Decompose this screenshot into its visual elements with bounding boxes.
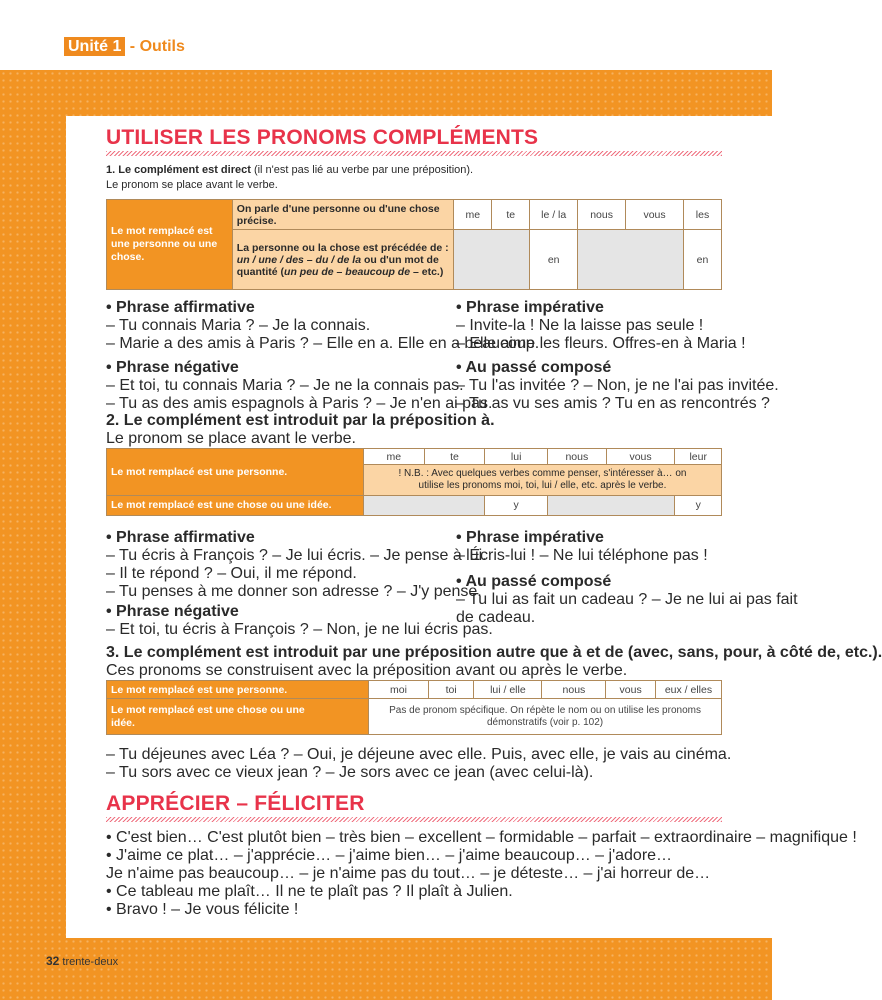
line2-a: La personne ou la chose est précédée de : [236, 241, 449, 254]
line2-d: un peu de – beaucoup de [284, 265, 411, 278]
table2-row1: Le mot remplacé est une personne. [107, 449, 364, 496]
imp2-line: – Écris-lui ! – Ne lui téléphone pas ! [456, 547, 708, 564]
pc2-block [456, 573, 798, 627]
unit-title [64, 38, 185, 56]
apprecier-line: • J'aime ce plat… – j'apprécie… – j'aime bien… – j'aime beaucoup… – j'adore… [106, 847, 673, 864]
imp-line: – Invite-la ! Ne la laisse pas seule ! [456, 317, 704, 334]
neg-title: • Phrase négative [106, 359, 239, 376]
pronoun-en-2: en [684, 230, 722, 290]
aff2-line: – Tu penses à me donner son adresse ? – J'y pense. [106, 583, 482, 600]
table3-row1: Le mot remplacé est une personne. [107, 681, 369, 699]
part3-intro [106, 644, 882, 680]
pc2-line: – Tu lui as fait un cadeau ? – Je ne lui ai pas fait [456, 591, 798, 608]
section-title-apprecier: APPRÉCIER – FÉLICITER [106, 792, 365, 815]
part2-intro [106, 412, 495, 448]
table3-note: Pas de pronom spécifique. On répète le nom ou on utilise les pronoms démonstratifs (voir p. 102) [369, 699, 722, 735]
pronoun-nous: nous [542, 681, 606, 699]
part3-sub: Ces pronoms se construisent avec la préposition avant ou après le verbe. [106, 662, 628, 679]
pronoun-lui-elle: lui / elle [474, 681, 542, 699]
imp2-title: • Phrase impérative [456, 529, 604, 546]
pronoun-leur: leur [675, 449, 722, 465]
table-a-pronouns [106, 448, 722, 516]
table2-row2: Le mot remplacé est une chose ou une idée. [107, 495, 364, 515]
line2-e: – etc.) [410, 265, 444, 278]
pronoun-vous: vous [606, 681, 656, 699]
ex3-line: – Tu sors avec ce vieux jean ? – Je sors avec ce jean (avec celui-là). [106, 764, 594, 781]
part3-title: 3. Le complément est introduit par une préposition autre que à et de (avec, sans, pour, à côté de, etc.). [106, 644, 882, 661]
pronoun-toi: toi [428, 681, 473, 699]
table1-row-label: Le mot remplacé est une personne ou une chose. [107, 200, 233, 290]
page-header [0, 0, 772, 70]
line2-b: un / une / des – du / de la [236, 253, 362, 266]
aff2-line: – Tu écris à François ? – Je lui écris. – Je pense à lui. [106, 547, 487, 564]
table1-gray-1 [454, 230, 530, 290]
neg2-block [106, 603, 493, 639]
ex3-line: – Tu déjeunes avec Léa ? – Oui, je déjeune avec elle. Puis, avec elle, je vais au cinéma. [106, 746, 732, 763]
part1-intro [106, 163, 473, 193]
pronoun-te: te [424, 449, 485, 465]
line2-c: ou d'un mot de quantité ( [236, 253, 439, 278]
pc-title: • Au passé composé [456, 359, 612, 376]
aff-title: • Phrase affirmative [106, 299, 255, 316]
part2-sub: Le pronom se place avant le verbe. [106, 430, 356, 447]
pronoun-y-1: y [485, 495, 548, 515]
pc2-line: de cadeau. [456, 609, 536, 626]
pc2-title: • Au passé composé [456, 573, 612, 590]
imp2-block [456, 529, 708, 565]
ex3-block [106, 746, 731, 782]
table2-gray-2 [548, 495, 675, 515]
aff2-block [106, 529, 487, 601]
neg-block [106, 359, 492, 413]
table1-gray-2 [578, 230, 684, 290]
aff2-title: • Phrase affirmative [106, 529, 255, 546]
imp-line: – Elle aime les fleurs. Offres-en à Maria ! [456, 335, 746, 352]
imp-block [456, 299, 746, 353]
footer-dotted-line [66, 950, 772, 952]
apprecier-block [106, 829, 857, 919]
part2-title: 2. Le complément est introduit par la préposition à. [106, 412, 495, 429]
apprecier-line: • C'est bien… C'est plutôt bien – très bien – excellent – formidable – parfait – extraordinaire – magnifique ! [106, 829, 857, 846]
page-number [46, 954, 118, 968]
pronoun-en-1: en [530, 230, 578, 290]
part1-title-rest: (il n'est pas lié au verbe par une préposition). [250, 164, 474, 176]
pronoun-me: me [454, 200, 492, 230]
table2-gray-1 [363, 495, 484, 515]
neg-line: – Et toi, tu connais Maria ? – Je ne la connais pas. [106, 377, 464, 394]
part1-sub: Le pronom se place avant le verbe. [106, 179, 278, 191]
pronoun-te: te [492, 200, 530, 230]
table-other-prepositions [106, 680, 722, 735]
part1-title: 1. Le complément est direct [106, 164, 251, 176]
page-number-word: trente-deux [62, 956, 119, 968]
neg2-title: • Phrase négative [106, 603, 239, 620]
pc-line: – Tu l'as invitée ? – Non, je ne l'ai pas invitée. [456, 377, 779, 394]
table-direct-pronouns [106, 199, 722, 290]
pronoun-eux-elles: eux / elles [655, 681, 721, 699]
pc-block [456, 359, 779, 413]
pc-line: – Tu as vu ses amis ? Tu en as rencontrés ? [456, 395, 770, 412]
aff-line: – Tu connais Maria ? – Je la connais. [106, 317, 371, 334]
title-underline [106, 817, 722, 822]
pronoun-moi: moi [369, 681, 429, 699]
pronoun-vous: vous [606, 449, 675, 465]
table1-line1: On parle d'une personne ou d'une chose précise. [232, 200, 454, 230]
neg2-line: – Et toi, tu écris à François ? – Non, je ne lui écris pas. [106, 621, 493, 638]
unit-suffix: - Outils [125, 38, 185, 55]
apprecier-line: Je n'aime pas beaucoup… – je n'aime pas du tout… – je déteste… – j'ai horreur de… [106, 865, 711, 882]
pronoun-les: les [684, 200, 722, 230]
table1-line2 [232, 230, 454, 290]
imp-title: • Phrase impérative [456, 299, 604, 316]
pronoun-lui: lui [485, 449, 548, 465]
pronoun-nous: nous [548, 449, 607, 465]
pronoun-y-2: y [675, 495, 722, 515]
apprecier-line: • Ce tableau me plaît… Il ne te plaît pas ? Il plaît à Julien. [106, 883, 513, 900]
table3-row2: Le mot remplacé est une chose ou une idée. [107, 699, 369, 735]
aff2-line: – Il te répond ? – Oui, il me répond. [106, 565, 357, 582]
section-title-pronoms: UTILISER LES PRONOMS COMPLÉMENTS [106, 126, 539, 149]
neg-line: – Tu as des amis espagnols à Paris ? – Je n'en ai pas. [106, 395, 493, 412]
title-underline [106, 151, 722, 156]
pronoun-le-la: le / la [530, 200, 578, 230]
pronoun-me: me [363, 449, 424, 465]
page-number-digits: 32 [46, 954, 60, 968]
aff-line: – Marie a des amis à Paris ? – Elle en a. Elle en a beaucoup. [106, 335, 540, 352]
apprecier-line: • Bravo ! – Je vous félicite ! [106, 901, 299, 918]
nb-note: ! N.B. : Avec quelques verbes comme penser, s'intéresser à… on utilise les pronoms moi, toi, lui / elle, etc. après le verbe. [363, 465, 721, 495]
pronoun-vous: vous [626, 200, 684, 230]
unit-badge: Unité 1 [64, 37, 125, 56]
pronoun-nous: nous [578, 200, 626, 230]
